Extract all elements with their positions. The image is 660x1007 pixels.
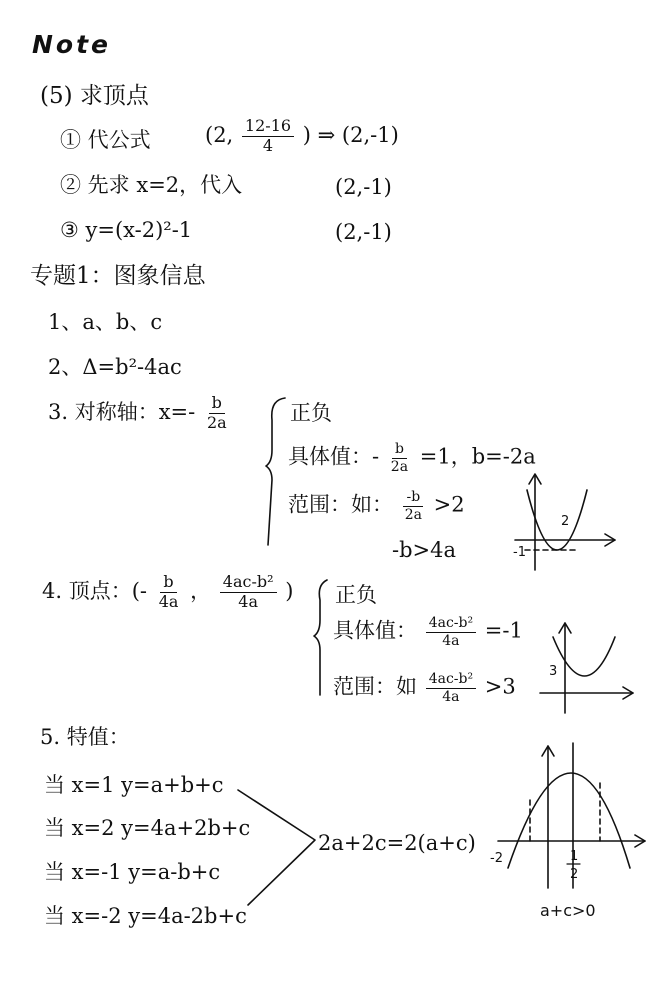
item3-frac-den: 2a [206, 412, 227, 432]
method3-label: ③ y=(x-2)²-1 [60, 218, 193, 242]
item4-fraction2 [220, 574, 277, 611]
item3-range-fraction [402, 490, 425, 522]
graph3-caption: a+c>0 [540, 901, 596, 920]
item4-comma: ， [190, 578, 212, 603]
item4-close: ) [285, 578, 294, 603]
graph3-label-neg-two: -2 [490, 851, 503, 866]
item4-sign: 正负 [335, 583, 377, 607]
item5-result: 2a+2c=2(a+c) [318, 831, 476, 855]
graph3-parabola [508, 773, 630, 868]
item3-range-den: 2a [404, 506, 422, 523]
graph2-label-three: 3 [549, 664, 558, 679]
item5-row-2: 当 x=2 y=4a+2b+c [44, 816, 251, 840]
item4-specific-den: 4a [442, 632, 460, 649]
item3-label: 3. 对称轴：x=- [48, 399, 196, 424]
item3-range-num: -b [403, 490, 423, 507]
method1-result: (2,-1) [341, 122, 399, 147]
item4-range-tail: >3 [484, 674, 516, 699]
item3-sign: 正负 [290, 401, 332, 425]
item5-row-4: 当 x=-2 y=4a-2b+c [44, 904, 247, 928]
item3-specific-num: b [392, 442, 407, 459]
item4-range-fraction [426, 672, 476, 704]
item3-specific-fraction [388, 442, 411, 474]
item5-label: 5. 特值： [40, 725, 130, 749]
item3-specific-label: 具体值：- [288, 444, 380, 469]
method3-result: (2,-1) [335, 220, 392, 244]
section5-heading: (5) 求顶点 [40, 83, 149, 109]
item4-frac2-den: 4a [238, 591, 259, 611]
graph-vertex [535, 615, 640, 715]
item5-row-1: 当 x=1 y=a+b+c [44, 773, 224, 797]
item5-row-3: 当 x=-1 y=a-b+c [44, 860, 221, 884]
item2: 2、Δ=b²-4ac [48, 355, 182, 379]
item4-specific-fraction [426, 616, 476, 648]
graph-special-values [490, 738, 650, 923]
item3-specific-den: 2a [390, 458, 409, 475]
item3-range-result: -b>4a [392, 538, 457, 562]
item5-bracket [238, 790, 315, 905]
method2-result: (2,-1) [335, 175, 392, 199]
item4-frac2-num: 4ac-b² [220, 574, 277, 593]
item4-frac1-den: 4a [158, 591, 179, 611]
item4-label: 4. 顶点：(- [42, 578, 147, 603]
item4-range-num: 4ac-b² [426, 672, 476, 689]
item4-specific-tail: =-1 [484, 618, 523, 643]
implies-arrow: ⇒ [317, 122, 336, 147]
method1-pre: (2, [205, 122, 234, 147]
item3-range [288, 490, 465, 522]
item3-range-tail: >2 [433, 492, 465, 517]
item4-range-label: 范围：如 [333, 674, 417, 699]
item3-specific [288, 442, 536, 474]
item3-range-label: 范围：如： [288, 492, 393, 517]
item3-frac-num: b [209, 395, 225, 414]
graph1-label-two: 2 [561, 514, 570, 529]
graph1-label-neg-one: -1 [513, 545, 526, 560]
page-title: Note [32, 30, 112, 59]
topic-heading: 专题1：图象信息 [30, 263, 206, 289]
item4-specific-label: 具体值： [333, 618, 417, 643]
item3-specific-tail: =1，b=-2a [419, 444, 536, 469]
method1-frac-den: 4 [262, 135, 274, 155]
item4-range [333, 672, 516, 704]
method1-frac-num: 12-16 [242, 118, 294, 137]
graph-axis-of-symmetry [505, 470, 625, 580]
item4-specific [333, 616, 523, 648]
method1-post: ) [302, 122, 311, 147]
item4-frac1-num: b [160, 574, 176, 593]
item4-brace [314, 580, 327, 695]
graph3-half-num: 1 [570, 849, 579, 864]
item4-fraction1 [156, 574, 182, 611]
graph2-parabola [553, 637, 615, 676]
item3-brace [266, 398, 285, 545]
method2-label: ② 先求 x=2，代入 [60, 173, 243, 197]
item4-specific-num: 4ac-b² [426, 616, 476, 633]
item4-range-den: 4a [442, 688, 460, 705]
method1-label: ① 代公式 [60, 128, 151, 152]
graph1-parabola [527, 490, 587, 550]
item4-vertex [42, 574, 293, 611]
item1: 1、a、b、c [48, 310, 163, 334]
graph3-half-den: 2 [570, 867, 579, 882]
